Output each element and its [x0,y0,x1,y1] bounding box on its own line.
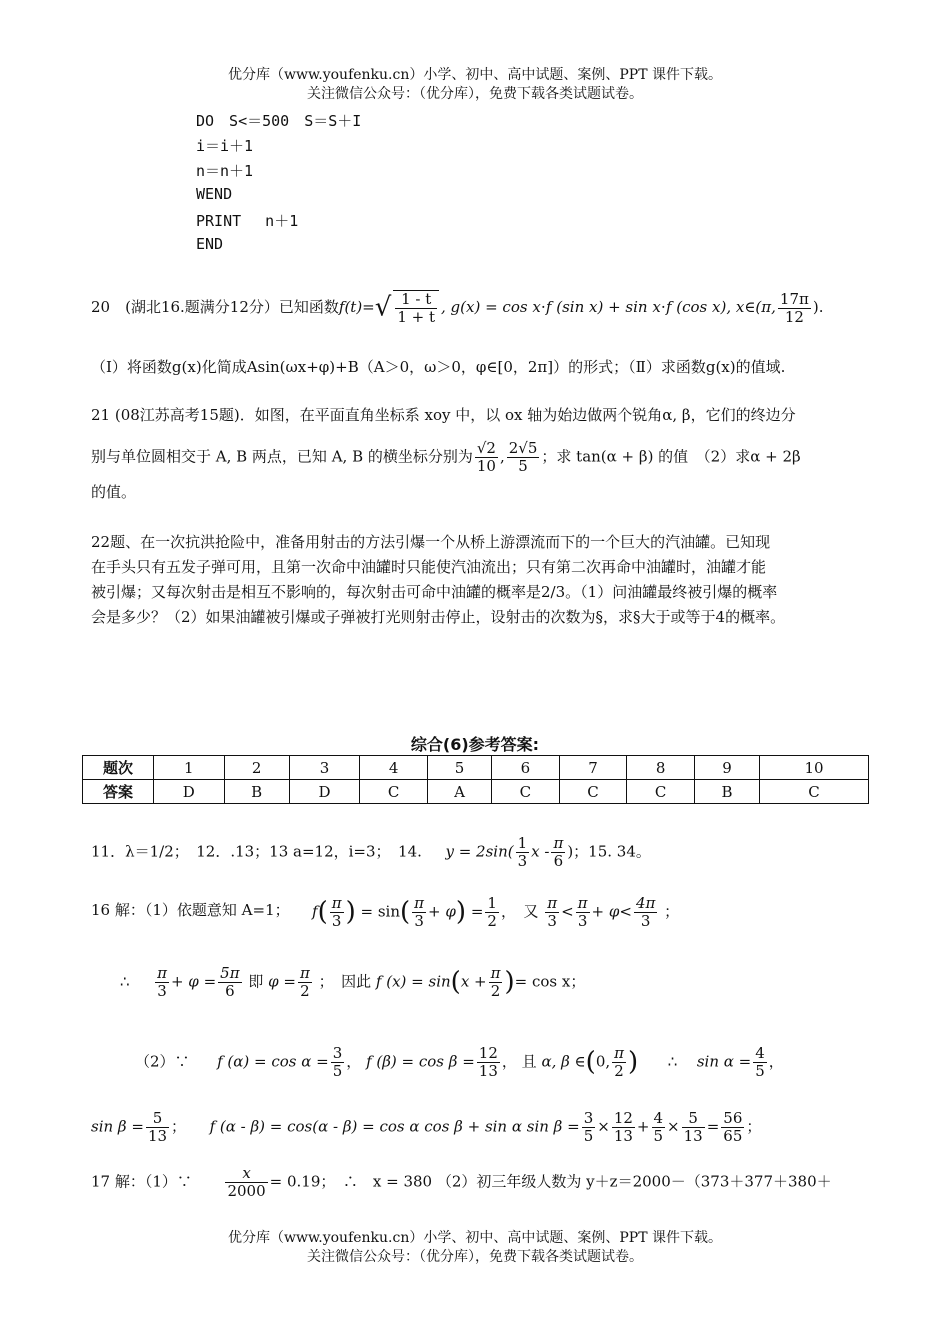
q20-sqrt-frac: $\frac{1 - t}{1 + t}$ [393,290,439,326]
answer-11-15: 11．λ＝1/2； 12．.13；13 a=12，i=3； 14. y = 2sin( $\frac{1}{3}$ x - $\frac{\pi}{6}$ )；15. 34。 [91,834,651,870]
row-label-answer: 答案 [83,780,154,804]
header-line-2: 关注微信公众号：（优分库），免费下载各类试题试卷。 [307,86,643,102]
code-line-2: i＝i＋1 [196,137,254,155]
question-21-line-2: 别与单位圆相交于 A, B 两点，已知 A, B 的横坐标分别为 $\frac{√2}{10}$ , $\frac{2√5}{5}$ ；求 tan(α + β) 的值 （2）求α + 2β [91,439,801,475]
footer-line-2: 关注微信公众号：（优分库），免费下载各类试题试卷。 [307,1249,643,1265]
question-22-line-1: 22题、在一次抗洪抢险中，准备用射击的方法引爆一个从桥上游漂流而下的一个巨大的汽油罐。已知现 [91,533,771,551]
question-22-line-2: 在手头只有五发子弹可用，且第一次命中油罐时只能使汽油流出；只有第二次再命中油罐时，油罐才能 [91,558,767,576]
answers-title: 综合(6)参考答案: [410,735,540,754]
table-row: 答案 D B D C A C C C B C [83,780,869,804]
question-21-line-1: 21 (08江苏高考15题)．如图，在平面直角坐标系 xoy 中，以 ox 轴为始边做两个锐角α, β，它们的终边分 [91,406,796,424]
table-row: 题次 1 2 3 4 5 6 7 8 9 10 [83,756,869,780]
answer-16-line-2: ∴ $\frac{\pi}{3}$ + φ = $\frac{5\pi}{6}$ 即 φ = $\frac{\pi}{2}$ ； 因此 f (x) = sin(x + $\frac{\pi}{2}$ )= cos x； [120,964,586,1000]
question-22-line-3: 被引爆；又每次射击是相互不影响的，每次射击可命中油罐的概率是2/3。（1）问油罐最终被引爆的概率 [91,583,778,601]
question-20: 20 (湖北16.题满分12分）已知函数f(t)=√ $\frac{1 - t}{1 + t}$ , g(x) = cos x⋅f (sin x) + sin x⋅f (cos x), x∈(π, $\frac{17\pi}{12}$ ). [91,289,824,326]
q20-frac: $\frac{17\pi}{12}$ [779,289,809,326]
q20-f: f(t)= [338,298,375,316]
answer-16-line-4: sin β = $\frac{5}{13}$ ； f (α - β) = cos(α - β) = cos α cos β + sin α sin β = $\frac{3}{5}$ × $\frac{12}{13}$ + $\frac{4}{5}$ × $\frac{5}{13}$ = $\frac{56}{65}$ ； [91,1109,762,1145]
answer-16-eq1: f( $\frac{\pi}{3}$ ) = sin( $\frac{\pi}{3}$ + φ) = $\frac{1}{2}$ ， 又 $\frac{\pi}{3}$ < $\frac{\pi}{3}$ + φ< $\frac{4\pi}{3}$ ； [312,894,680,930]
question-21-line-3: 的值。 [91,483,137,501]
answer-17: 17 解：（1）∵ $\frac{x}{2000}$ = 0.19； ∴ x = 380 （2）初三年级人数为 y＋z＝2000－（373＋377＋380＋ [91,1164,832,1200]
row-label-number: 题次 [83,756,154,780]
q20-lead: 20 (湖北16.题满分12分）已知函数 [91,298,339,316]
answer-16-part-2: （2）∵ f (α) = cos α = $\frac{3}{5}$ ， f (β) = cos β = $\frac{12}{13}$ ， 且 α, β ∈(0, $\frac{\pi}{2}$ ) ∴ sin α = $\frac{4}{5}$ ， [135,1044,784,1080]
code-line-4: WEND [196,185,233,203]
q20-gx: , g(x) = cos x⋅f (sin x) + sin x⋅f (cos x), x∈(π, [441,298,776,316]
code-line-3: n＝n＋1 [196,162,254,180]
answer-16-lead: 16 解：（1）依题意知 A=1； [91,901,290,919]
question-22-line-4: 会是多少？（2）如果油罐被引爆或子弹被打光则射击停止，设射击的次数为§，求§大于或等于4的概率。 [91,608,786,626]
question-20-line-2: （Ⅰ）将函数g(x)化简成Asin(ωx+φ)+B（A＞0，ω＞0，φ∈[0，2π]）的形式；（Ⅱ）求函数g(x)的值域. [91,358,786,376]
answer-table [82,755,869,804]
header-line-1: 优分库（www.youfenku.cn）小学、初中、高中试题、案例、PPT 课件下载。 [227,67,722,83]
code-line-5: PRINT n＋1 [196,212,299,230]
code-line-6: END [196,235,224,253]
code-line-1: DO S<＝500 S＝S＋I [196,112,362,130]
footer-line-1: 优分库（www.youfenku.cn）小学、初中、高中试题、案例、PPT 课件下载。 [227,1230,722,1246]
